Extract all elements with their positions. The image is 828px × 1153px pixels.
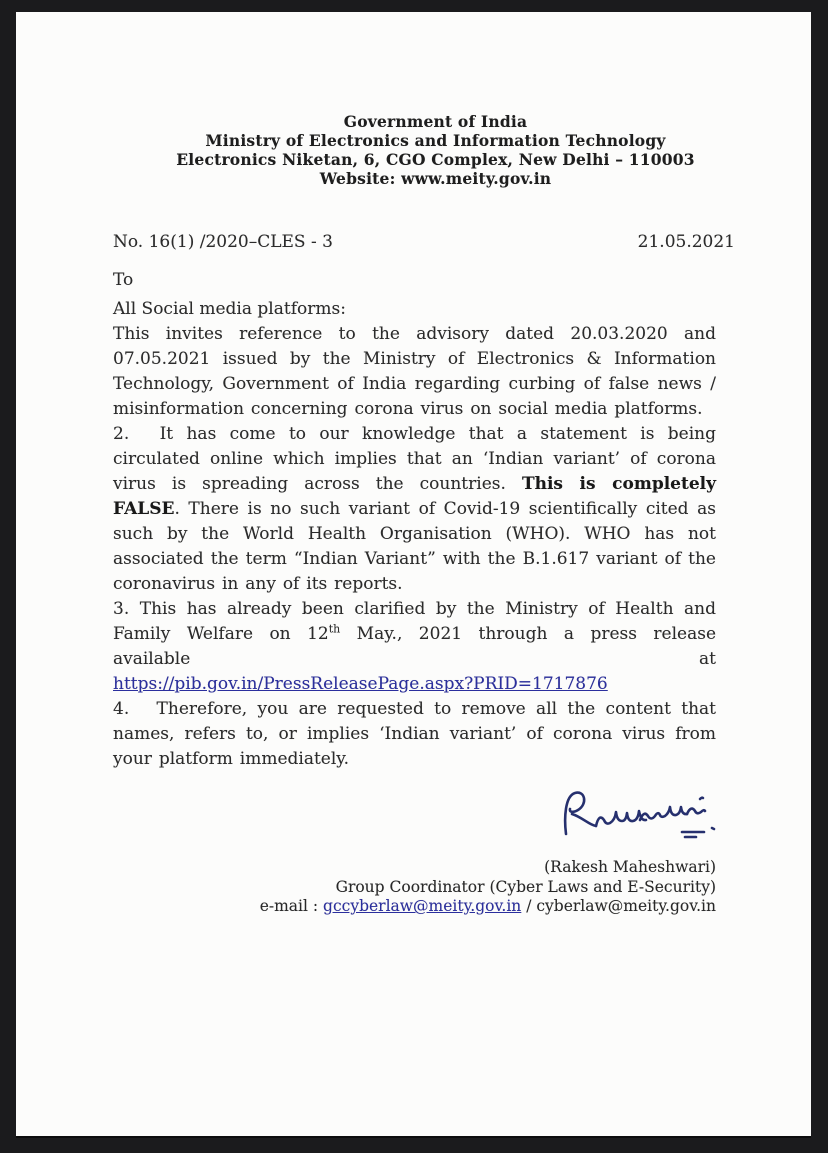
justified-gap-line xyxy=(113,647,716,672)
document-page xyxy=(16,12,811,1138)
email-link-primary[interactable]: gccyberlaw@meity.gov.in xyxy=(323,897,522,915)
header-address: Electronics Niketan, 6, CGO Complex, New Delhi – 110003 xyxy=(176,150,695,169)
ordinal-superscript: th xyxy=(328,622,341,636)
header-website: Website: www.meity.gov.in xyxy=(319,169,552,188)
press-release-link[interactable]: https://pib.gov.in/PressReleasePage.aspx?PRID=1717876 xyxy=(113,674,608,694)
to-label: To xyxy=(113,270,134,290)
paragraph-3 xyxy=(113,597,716,697)
letter-header xyxy=(134,112,737,188)
email-label: e-mail : xyxy=(259,897,324,915)
handwritten-signature-image xyxy=(554,784,726,842)
email-separator: / xyxy=(521,897,537,915)
paragraph-2-bold-emphasis: This is completely FALSE xyxy=(113,474,717,519)
word-at: at xyxy=(699,649,716,669)
recipient: All Social media platforms: xyxy=(113,299,346,319)
header-ministry: Ministry of Electronics and Information Technology xyxy=(205,131,666,150)
signatory-name: (Rakesh Maheshwari) xyxy=(544,858,716,876)
paragraph-4: 4. Therefore, you are requested to remove all the content that names, refers to, or implies ‘Indian variant’ of corona virus from your platform immediately. xyxy=(113,699,716,769)
letter-date: 21.05.2021 xyxy=(637,232,735,252)
email-secondary: cyberlaw@meity.gov.in xyxy=(536,897,716,915)
paragraph-1: This invites reference to the advisory dated 20.03.2020 and 07.05.2021 issued by the Ministry of Electronics & Information Technology, Government of India regarding curbing of false news / misinformation concerning corona virus on social media platforms. xyxy=(113,324,716,419)
paragraph-2-text-cont: . There is no such variant of Covid-19 scientifically cited as such by the World Health Organisation (WHO). WHO has not associated the term “Indian Variant” with the B.1.617 variant of the coronavirus in any of its reports. xyxy=(113,499,716,594)
email-line xyxy=(113,897,716,917)
reference-row xyxy=(113,230,735,255)
signature-block xyxy=(113,858,716,917)
word-available: available xyxy=(113,649,191,669)
paragraph-2-text: 2. It has come to our knowledge that a statement is being circulated online which implies that an ‘Indian variant’ of corona virus is spreading across the countries. xyxy=(113,424,716,494)
paragraph-3-text-cont: May., 2021 through a press release xyxy=(340,624,717,644)
reference-number: No. 16(1) /2020–CLES - 3 xyxy=(113,232,333,252)
paragraph-3-text: 3. This has already been clarified by the Ministry of Health and Family Welfare on 12 xyxy=(113,599,716,644)
paragraph-2 xyxy=(113,422,716,597)
header-org: Government of India xyxy=(343,112,528,131)
signatory-title: Group Coordinator (Cyber Laws and E-Security) xyxy=(335,877,716,896)
signature-row xyxy=(113,784,726,842)
